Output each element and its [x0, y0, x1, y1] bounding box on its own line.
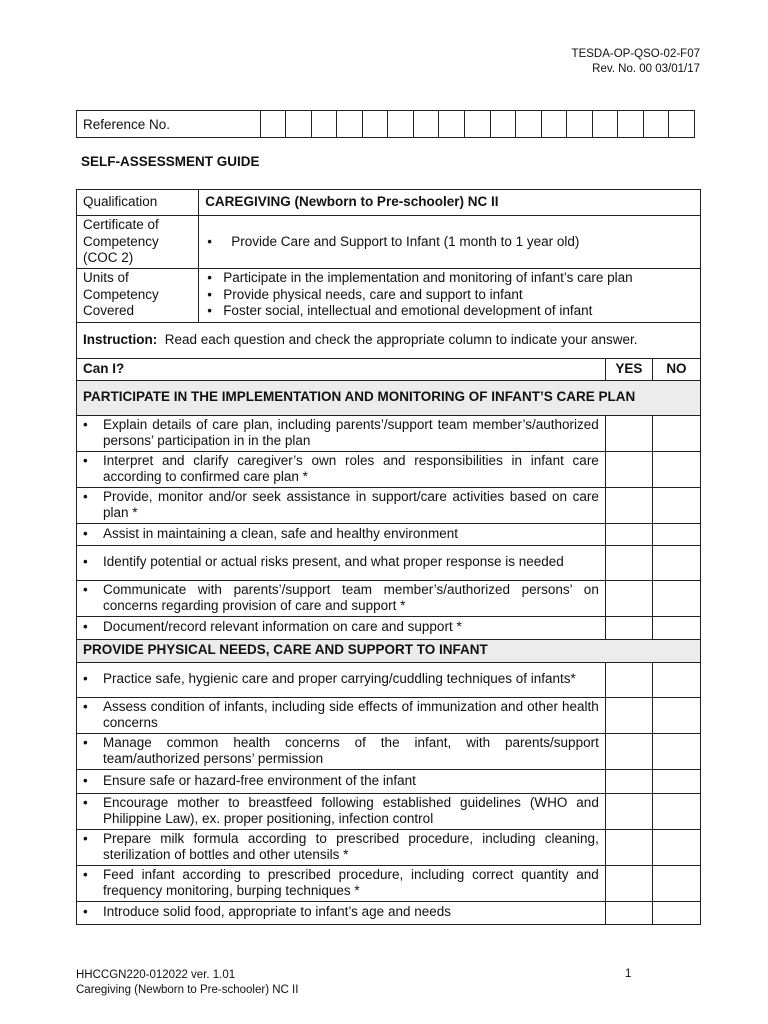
reference-digit-box[interactable] — [413, 111, 439, 138]
no-checkbox[interactable] — [652, 901, 700, 924]
question-text: • Manage common health concerns of the infant, with parents/support team/authorized persons’ permission — [83, 735, 599, 768]
no-checkbox[interactable] — [652, 697, 700, 733]
no-checkbox[interactable] — [652, 865, 700, 901]
yes-header: YES — [605, 358, 652, 380]
question-row — [77, 697, 701, 733]
page-footer — [76, 968, 298, 998]
question-row — [77, 901, 701, 924]
yes-checkbox[interactable] — [605, 865, 652, 901]
form-code: TESDA-OP-QSO-02-F07 — [571, 48, 700, 60]
question-text: • Document/record relevant information on care and support * — [83, 619, 599, 636]
yes-checkbox[interactable] — [605, 793, 652, 829]
question-row — [77, 733, 701, 769]
question-text: • Encourage mother to breastfeed following established guidelines (WHO and Philippine Law), ex. proper positioning, infection control — [83, 795, 599, 828]
reference-digit-box[interactable] — [541, 111, 567, 138]
page-number: 1 — [625, 968, 632, 980]
instruction-label: Instruction: — [83, 331, 158, 347]
no-checkbox[interactable] — [652, 662, 700, 697]
no-checkbox[interactable] — [652, 451, 700, 487]
question-row — [77, 662, 701, 697]
units-row — [77, 268, 701, 322]
reference-digit-box[interactable] — [311, 111, 337, 138]
question-row — [77, 415, 701, 451]
reference-digit-box[interactable] — [669, 111, 695, 138]
instruction-text: Read each question and check the appropriate column to indicate your answer. — [164, 331, 638, 347]
yes-checkbox[interactable] — [605, 829, 652, 865]
question-text: • Identify potential or actual risks present, and what proper response is needed — [83, 554, 599, 571]
question-text: • Explain details of care plan, including parents’/support team member’s/authorized persons’ participation in in the plan — [83, 417, 599, 450]
question-text: • Feed infant according to prescribed procedure, including correct quantity and frequency monitoring, burping techniques * — [83, 867, 599, 900]
can-i-header: Can I? — [77, 358, 606, 380]
document-title: Caregiving (Newborn to Pre-schooler) NC II — [76, 984, 299, 996]
question-row — [77, 865, 701, 901]
no-header: NO — [652, 358, 700, 380]
yes-checkbox[interactable] — [605, 616, 652, 639]
no-checkbox[interactable] — [652, 829, 700, 865]
no-checkbox[interactable] — [652, 580, 700, 616]
guide-title: SELF-ASSESSMENT GUIDE — [81, 154, 260, 169]
yes-checkbox[interactable] — [605, 545, 652, 580]
question-text: • Practice safe, hygienic care and proper carrying/cuddling techniques of infants* — [83, 671, 599, 688]
reference-digit-box[interactable] — [362, 111, 388, 138]
unit-item: • Participate in the implementation and monitoring of infant’s care plan — [205, 270, 694, 287]
reference-digit-box[interactable] — [337, 111, 363, 138]
reference-label: Reference No. — [77, 111, 261, 138]
question-text: • Ensure safe or hazard-free environment of the infant — [83, 773, 599, 790]
question-text: • Assess condition of infants, including side effects of immunization and other health concerns — [83, 699, 599, 732]
yes-checkbox[interactable] — [605, 523, 652, 545]
bullet-icon: • — [207, 233, 212, 249]
column-header-row — [77, 358, 701, 380]
no-checkbox[interactable] — [652, 616, 700, 639]
question-text: • Prepare milk formula according to prescribed procedure, including cleaning, sterilization of bottles and other utensils * — [83, 831, 599, 864]
unit-item: • Foster social, intellectual and emotional development of infant — [205, 303, 694, 320]
yes-checkbox[interactable] — [605, 662, 652, 697]
question-row — [77, 793, 701, 829]
reference-digit-box[interactable] — [286, 111, 312, 138]
qualification-row — [77, 190, 701, 216]
question-text: • Assist in maintaining a clean, safe and healthy environment — [83, 526, 599, 543]
yes-checkbox[interactable] — [605, 451, 652, 487]
section-header — [77, 639, 701, 662]
question-row — [77, 829, 701, 865]
document-code: HHCCGN220-012022 ver. 1.01 — [76, 969, 236, 981]
reference-digit-box[interactable] — [439, 111, 465, 138]
coc-label: Certificate of Competency (COC 2) — [77, 216, 199, 269]
yes-checkbox[interactable] — [605, 415, 652, 451]
no-checkbox[interactable] — [652, 733, 700, 769]
section-header — [77, 380, 701, 415]
question-text: • Provide, monitor and/or seek assistance in support/care activities based on care plan * — [83, 489, 599, 522]
no-checkbox[interactable] — [652, 415, 700, 451]
question-text: • Communicate with parents’/support team member’s/authorized persons’ on concerns regarding provision of care and support * — [83, 582, 599, 615]
yes-checkbox[interactable] — [605, 580, 652, 616]
section-title: PARTICIPATE IN THE IMPLEMENTATION AND MONITORING OF INFANT’S CARE PLAN — [77, 380, 701, 415]
reference-digit-box[interactable] — [516, 111, 542, 138]
revision-number: Rev. No. 00 03/01/17 — [592, 63, 700, 75]
question-row — [77, 580, 701, 616]
yes-checkbox[interactable] — [605, 901, 652, 924]
reference-digit-box[interactable] — [592, 111, 618, 138]
no-checkbox[interactable] — [652, 523, 700, 545]
section-title: PROVIDE PHYSICAL NEEDS, CARE AND SUPPORT TO INFANT — [77, 639, 701, 662]
reference-digit-box[interactable] — [618, 111, 644, 138]
question-row — [77, 487, 701, 523]
reference-digit-box[interactable] — [388, 111, 414, 138]
question-row — [77, 616, 701, 639]
form-header — [572, 47, 700, 77]
qualification-value: CAREGIVING (Newborn to Pre-schooler) NC II — [199, 190, 701, 216]
coc-row — [77, 216, 701, 269]
no-checkbox[interactable] — [652, 769, 700, 793]
unit-item: • Provide physical needs, care and support to infant — [205, 287, 694, 304]
instruction-row — [77, 322, 701, 358]
yes-checkbox[interactable] — [605, 769, 652, 793]
self-assessment-table — [76, 189, 701, 925]
units-label: Units of Competency Covered — [77, 268, 199, 322]
qualification-label: Qualification — [77, 190, 199, 216]
yes-checkbox[interactable] — [605, 733, 652, 769]
coc-value: Provide Care and Support to Infant (1 month to 1 year old) — [231, 233, 580, 249]
question-row — [77, 523, 701, 545]
reference-digit-box[interactable] — [643, 111, 669, 138]
question-row — [77, 451, 701, 487]
reference-digit-box[interactable] — [260, 111, 286, 138]
reference-number-table — [76, 110, 695, 138]
question-text: • Introduce solid food, appropriate to infant’s age and needs — [83, 904, 599, 921]
question-text: • Interpret and clarify caregiver’s own roles and responsibilities in infant care according to confirmed care plan * — [83, 453, 599, 486]
yes-checkbox[interactable] — [605, 487, 652, 523]
question-row — [77, 769, 701, 793]
yes-checkbox[interactable] — [605, 697, 652, 733]
no-checkbox[interactable] — [652, 545, 700, 580]
no-checkbox[interactable] — [652, 487, 700, 523]
no-checkbox[interactable] — [652, 793, 700, 829]
question-row — [77, 545, 701, 580]
reference-digit-box[interactable] — [567, 111, 593, 138]
reference-digit-box[interactable] — [490, 111, 516, 138]
reference-digit-box[interactable] — [464, 111, 490, 138]
units-list — [205, 270, 694, 320]
